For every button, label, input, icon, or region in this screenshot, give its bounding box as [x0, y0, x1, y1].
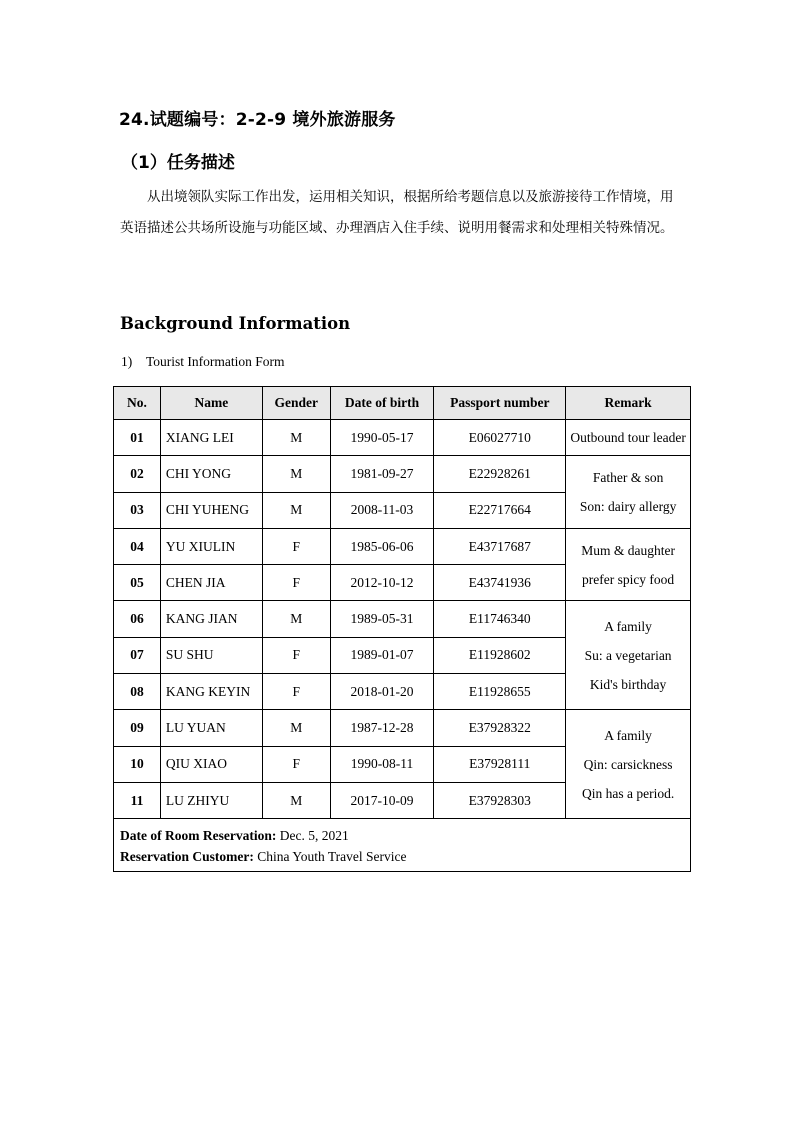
cell-gender: F [262, 565, 330, 601]
remark-line: Qin has a period. [581, 785, 675, 801]
cell-passport: E11928655 [434, 674, 566, 710]
remark-line: prefer spicy food [581, 571, 675, 587]
cell-gender: F [262, 746, 330, 782]
cell-passport: E37928303 [434, 782, 566, 818]
remark-line: Mum & daughter [581, 542, 675, 558]
cell-gender: M [262, 420, 330, 456]
cell-no: 11 [114, 782, 161, 818]
cell-dob: 1989-05-31 [330, 601, 434, 637]
table-row [114, 456, 691, 492]
cell-passport: E43741936 [434, 565, 566, 601]
cell-name: LU YUAN [160, 710, 262, 746]
remark-line: Outbound tour leader [570, 430, 686, 446]
header-gender: Gender [262, 387, 330, 420]
reservation-customer-value: China Youth Travel Service [257, 849, 407, 865]
remark-line: Su: a vegetarian [584, 647, 672, 663]
remark-line: A family [604, 727, 652, 743]
cell-dob: 1990-08-11 [330, 746, 434, 782]
remark-line: A family [604, 618, 652, 634]
table-footer-row [114, 819, 691, 872]
table-row [114, 710, 691, 746]
reservation-info [114, 819, 691, 872]
cell-name: YU XIULIN [160, 528, 262, 564]
cell-passport: E11746340 [434, 601, 566, 637]
cell-dob: 1981-09-27 [330, 456, 434, 492]
cell-passport: E22928261 [434, 456, 566, 492]
cell-gender: M [262, 710, 330, 746]
table-row [114, 528, 691, 564]
cell-passport: E11928602 [434, 637, 566, 673]
cell-name: CHEN JIA [160, 565, 262, 601]
cell-no: 02 [114, 456, 161, 492]
cell-no: 07 [114, 637, 161, 673]
cell-name: SU SHU [160, 637, 262, 673]
cell-no: 01 [114, 420, 161, 456]
section-heading: （1）任务描述 [121, 153, 235, 173]
cell-dob: 1985-06-06 [330, 528, 434, 564]
header-dob: Date of birth [330, 387, 434, 420]
cell-dob: 2018-01-20 [330, 674, 434, 710]
cell-dob: 2017-10-09 [330, 782, 434, 818]
cell-no: 05 [114, 565, 161, 601]
cell-name: QIU XIAO [160, 746, 262, 782]
cell-name: KANG JIAN [160, 601, 262, 637]
cell-passport: E06027710 [434, 420, 566, 456]
cell-no: 06 [114, 601, 161, 637]
cell-passport: E22717664 [434, 492, 566, 528]
reservation-date-value: Dec. 5, 2021 [279, 828, 349, 844]
cell-remark [566, 528, 691, 601]
cell-remark [566, 420, 691, 456]
cell-gender: M [262, 456, 330, 492]
cell-no: 04 [114, 528, 161, 564]
header-passport: Passport number [434, 387, 566, 420]
cell-dob: 1989-01-07 [330, 637, 434, 673]
header-remark: Remark [566, 387, 691, 420]
cell-passport: E37928322 [434, 710, 566, 746]
cell-gender: M [262, 782, 330, 818]
cell-remark [566, 601, 691, 710]
cell-gender: M [262, 492, 330, 528]
cell-name: CHI YONG [160, 456, 262, 492]
form-title: Tourist Information Form [146, 354, 285, 369]
form-number: 1) [121, 354, 133, 369]
cell-gender: F [262, 674, 330, 710]
reservation-customer-line [120, 846, 684, 867]
cell-remark [566, 456, 691, 529]
remark-line: Father & son [592, 470, 664, 486]
cell-gender: F [262, 637, 330, 673]
background-title: Background Information [120, 314, 351, 333]
cell-dob: 2012-10-12 [330, 565, 434, 601]
table-row [114, 601, 691, 637]
table-row [114, 420, 691, 456]
remark-line: Kid's birthday [589, 676, 667, 692]
cell-name: LU ZHIYU [160, 782, 262, 818]
remark-line: Son: dairy allergy [579, 499, 677, 515]
cell-name: CHI YUHENG [160, 492, 262, 528]
cell-no: 03 [114, 492, 161, 528]
cell-dob: 2008-11-03 [330, 492, 434, 528]
cell-no: 09 [114, 710, 161, 746]
tourist-info-table [113, 386, 691, 872]
cell-name: KANG KEYIN [160, 674, 262, 710]
cell-remark [566, 710, 691, 819]
cell-dob: 1987-12-28 [330, 710, 434, 746]
reservation-date-label: Date of Room Reservation: [120, 828, 277, 844]
exam-title: 24.试题编号：2-2-9 境外旅游服务 [119, 110, 396, 130]
cell-no: 08 [114, 674, 161, 710]
cell-no: 10 [114, 746, 161, 782]
form-label [121, 354, 285, 370]
cell-gender: M [262, 601, 330, 637]
header-no: No. [114, 387, 161, 420]
task-description: 从出境领队实际工作出发，运用相关知识，根据所给考题信息以及旅游接待工作情境，用英语描述公共场所设施与功能区域、办理酒店入住手续、说明用餐需求和处理相关特殊情况。 [120, 189, 674, 236]
remark-line: Qin: carsickness [583, 756, 673, 772]
cell-gender: F [262, 528, 330, 564]
header-name: Name [160, 387, 262, 420]
cell-passport: E43717687 [434, 528, 566, 564]
cell-dob: 1990-05-17 [330, 420, 434, 456]
table-header-row [114, 387, 691, 420]
cell-name: XIANG LEI [160, 420, 262, 456]
reservation-customer-label: Reservation Customer: [120, 849, 254, 865]
reservation-date-line [120, 825, 684, 846]
cell-passport: E37928111 [434, 746, 566, 782]
